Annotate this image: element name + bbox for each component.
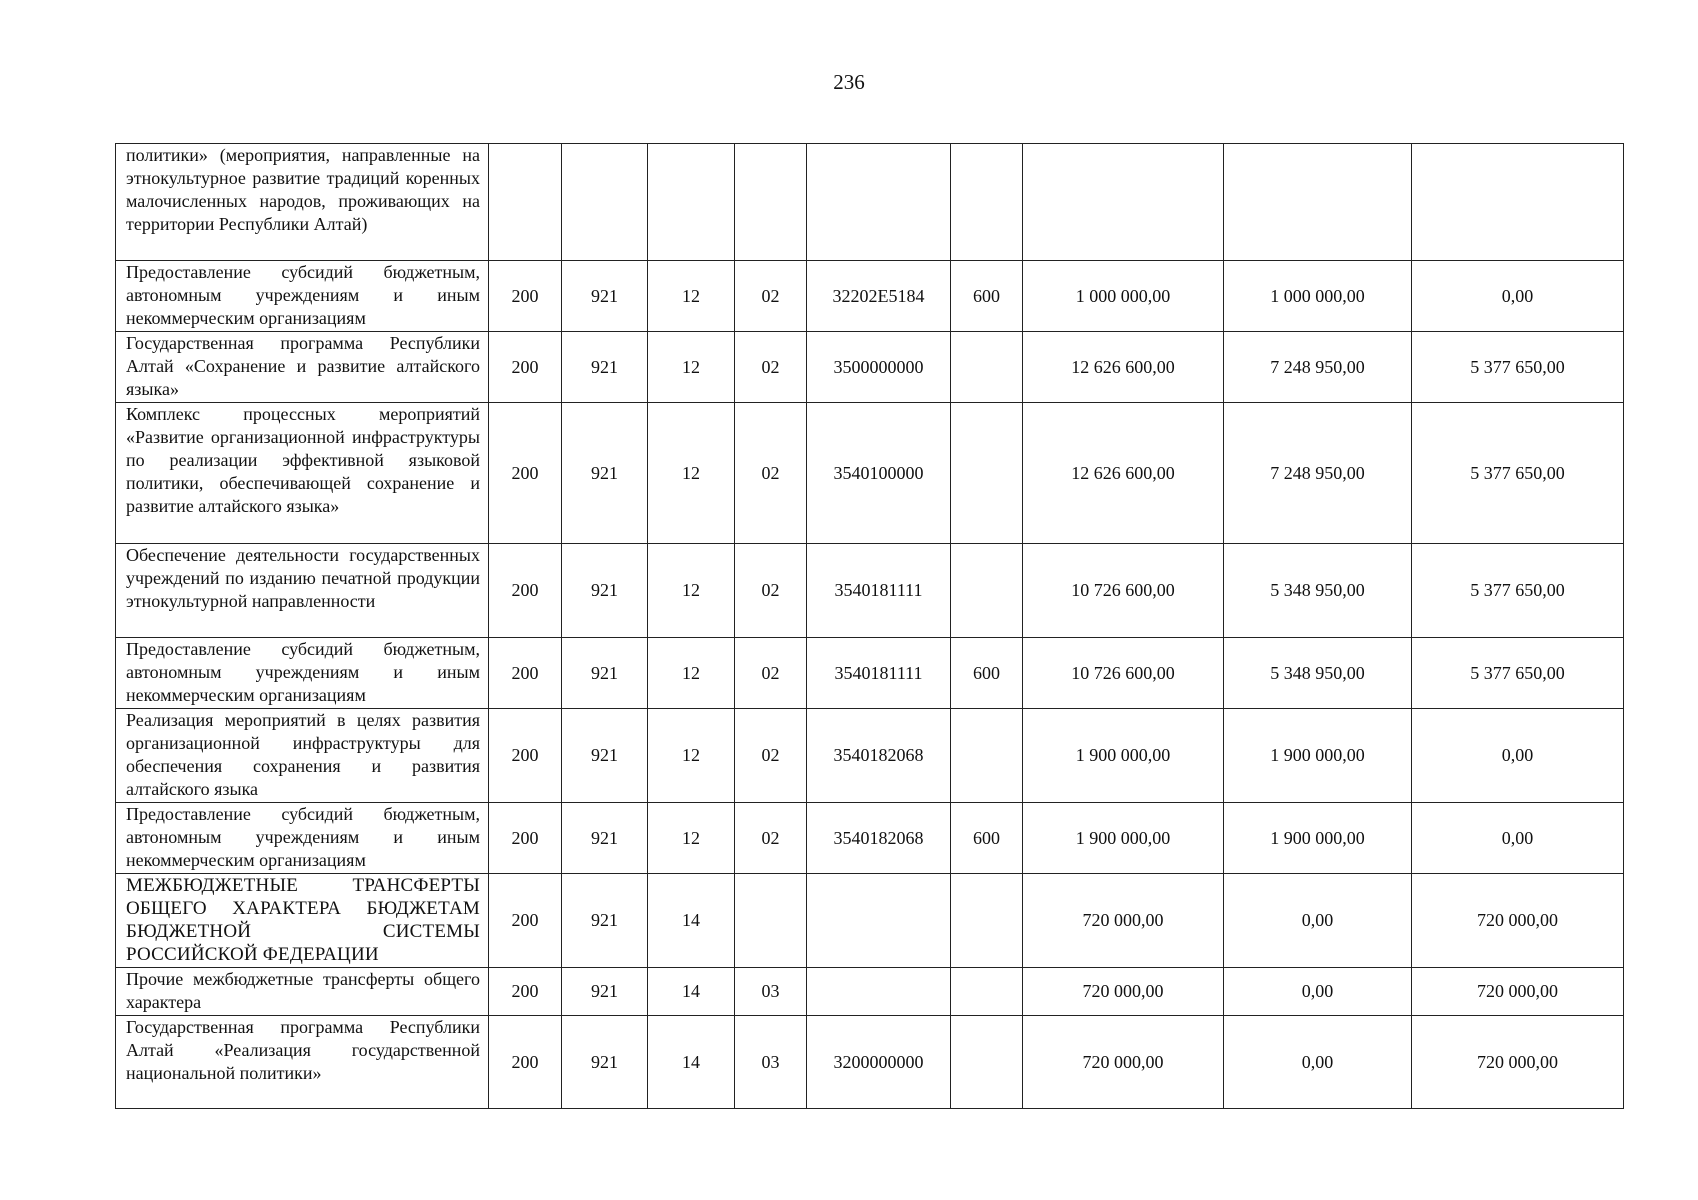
row-name: Реализация мероприятий в целях развития организационной инфраструктуры для обеспечения сохранения и развития алтайского языка (116, 709, 489, 803)
cell-col4 (735, 144, 807, 261)
cell-col6 (951, 332, 1023, 403)
cell-col5: 3200000000 (807, 1016, 951, 1109)
cell-sum3: 0,00 (1412, 261, 1624, 332)
cell-col5: 3500000000 (807, 332, 951, 403)
cell-col2: 921 (562, 1016, 648, 1109)
cell-col2: 921 (562, 261, 648, 332)
cell-col2: 921 (562, 332, 648, 403)
cell-col1: 200 (489, 874, 562, 968)
cell-col3: 14 (648, 874, 735, 968)
cell-col3 (648, 144, 735, 261)
row-name: Прочие межбюджетные трансферты общего характера (116, 968, 489, 1016)
cell-col6: 600 (951, 803, 1023, 874)
cell-col6 (951, 874, 1023, 968)
cell-sum2: 7 248 950,00 (1224, 332, 1412, 403)
cell-col6 (951, 544, 1023, 638)
table-row (116, 874, 1624, 968)
cell-col5: 3540100000 (807, 403, 951, 544)
row-name: Предоставление субсидий бюджетным, автономным учреждениям и иным некоммерческим организациям (116, 803, 489, 874)
cell-col2: 921 (562, 638, 648, 709)
cell-sum3: 5 377 650,00 (1412, 403, 1624, 544)
cell-col1: 200 (489, 403, 562, 544)
cell-col5: 3540181111 (807, 544, 951, 638)
cell-col4: 02 (735, 709, 807, 803)
page-number: 236 (833, 70, 865, 94)
cell-sum1: 1 000 000,00 (1023, 261, 1224, 332)
cell-col2 (562, 144, 648, 261)
cell-col5: 3540182068 (807, 803, 951, 874)
cell-col4: 02 (735, 638, 807, 709)
cell-sum2: 1 900 000,00 (1224, 803, 1412, 874)
cell-sum1: 10 726 600,00 (1023, 638, 1224, 709)
cell-sum1: 720 000,00 (1023, 968, 1224, 1016)
table-row (116, 1016, 1624, 1109)
cell-sum3: 5 377 650,00 (1412, 544, 1624, 638)
cell-col6 (951, 403, 1023, 544)
cell-sum2: 0,00 (1224, 1016, 1412, 1109)
cell-col4: 02 (735, 803, 807, 874)
cell-col3: 12 (648, 638, 735, 709)
cell-col1: 200 (489, 1016, 562, 1109)
cell-sum2: 0,00 (1224, 968, 1412, 1016)
cell-col5: 3540182068 (807, 709, 951, 803)
cell-col5 (807, 874, 951, 968)
cell-sum1: 10 726 600,00 (1023, 544, 1224, 638)
cell-col6 (951, 144, 1023, 261)
cell-col6: 600 (951, 638, 1023, 709)
table-row (116, 544, 1624, 638)
cell-col4: 02 (735, 261, 807, 332)
cell-col3: 14 (648, 968, 735, 1016)
row-name: Комплекс процессных мероприятий «Развитие организационной инфраструктуры по реализации эффективной языковой политики, обеспечивающей сохранение и развитие алтайского языка» (116, 403, 489, 544)
cell-col3: 12 (648, 332, 735, 403)
cell-col5: 3540181111 (807, 638, 951, 709)
cell-col4: 02 (735, 544, 807, 638)
cell-sum2: 5 348 950,00 (1224, 638, 1412, 709)
cell-sum2: 0,00 (1224, 874, 1412, 968)
cell-col1: 200 (489, 638, 562, 709)
cell-sum3 (1412, 144, 1624, 261)
row-name: Государственная программа Республики Алтай «Сохранение и развитие алтайского языка» (116, 332, 489, 403)
cell-col1: 200 (489, 803, 562, 874)
cell-col4: 02 (735, 332, 807, 403)
cell-col6: 600 (951, 261, 1023, 332)
cell-col1: 200 (489, 332, 562, 403)
cell-sum2: 1 900 000,00 (1224, 709, 1412, 803)
cell-sum2 (1224, 144, 1412, 261)
cell-col4: 03 (735, 968, 807, 1016)
table-row (116, 403, 1624, 544)
cell-col5 (807, 968, 951, 1016)
cell-col2: 921 (562, 544, 648, 638)
cell-sum3: 5 377 650,00 (1412, 638, 1624, 709)
table-row (116, 144, 1624, 261)
cell-sum1: 1 900 000,00 (1023, 709, 1224, 803)
cell-sum2: 7 248 950,00 (1224, 403, 1412, 544)
cell-col2: 921 (562, 403, 648, 544)
budget-table (115, 143, 1624, 1109)
cell-col4: 03 (735, 1016, 807, 1109)
cell-col2: 921 (562, 709, 648, 803)
cell-sum3: 720 000,00 (1412, 968, 1624, 1016)
cell-sum1: 720 000,00 (1023, 1016, 1224, 1109)
cell-col3: 12 (648, 803, 735, 874)
table-row (116, 261, 1624, 332)
cell-col1 (489, 144, 562, 261)
cell-col3: 12 (648, 709, 735, 803)
row-name: политики» (мероприятия, направленные на этнокультурное развитие традиций коренных малочисленных народов, проживающих на территории Республики Алтай) (116, 144, 489, 261)
cell-col1: 200 (489, 261, 562, 332)
table-row (116, 803, 1624, 874)
cell-col5 (807, 144, 951, 261)
cell-sum1: 1 900 000,00 (1023, 803, 1224, 874)
cell-col2: 921 (562, 874, 648, 968)
cell-sum2: 1 000 000,00 (1224, 261, 1412, 332)
cell-col6 (951, 968, 1023, 1016)
cell-sum1: 12 626 600,00 (1023, 403, 1224, 544)
cell-col3: 14 (648, 1016, 735, 1109)
cell-sum3: 720 000,00 (1412, 874, 1624, 968)
cell-sum1: 720 000,00 (1023, 874, 1224, 968)
cell-col6 (951, 709, 1023, 803)
cell-sum3: 5 377 650,00 (1412, 332, 1624, 403)
cell-sum3: 0,00 (1412, 709, 1624, 803)
row-name: Государственная программа Республики Алтай «Реализация государственной национальной политики» (116, 1016, 489, 1109)
cell-col2: 921 (562, 968, 648, 1016)
cell-col4: 02 (735, 403, 807, 544)
table-row (116, 332, 1624, 403)
cell-col3: 12 (648, 261, 735, 332)
cell-col5: 32202E5184 (807, 261, 951, 332)
cell-col1: 200 (489, 544, 562, 638)
row-name: Предоставление субсидий бюджетным, автономным учреждениям и иным некоммерческим организациям (116, 638, 489, 709)
cell-col3: 12 (648, 403, 735, 544)
cell-sum2: 5 348 950,00 (1224, 544, 1412, 638)
table-row (116, 968, 1624, 1016)
row-name: Предоставление субсидий бюджетным, автономным учреждениям и иным некоммерческим организациям (116, 261, 489, 332)
cell-col2: 921 (562, 803, 648, 874)
cell-sum3: 720 000,00 (1412, 1016, 1624, 1109)
cell-sum1 (1023, 144, 1224, 261)
table-row (116, 709, 1624, 803)
cell-sum3: 0,00 (1412, 803, 1624, 874)
table-row (116, 638, 1624, 709)
row-name: Обеспечение деятельности государственных учреждений по изданию печатной продукции этнокультурной направленности (116, 544, 489, 638)
cell-sum1: 12 626 600,00 (1023, 332, 1224, 403)
row-name: МЕЖБЮДЖЕТНЫЕ ТРАНСФЕРТЫ ОБЩЕГО ХАРАКТЕРА БЮДЖЕТАМ БЮДЖЕТНОЙ СИСТЕМЫ РОССИЙСКОЙ ФЕДЕРАЦИИ (116, 874, 489, 968)
cell-col3: 12 (648, 544, 735, 638)
cell-col6 (951, 1016, 1023, 1109)
cell-col1: 200 (489, 709, 562, 803)
cell-col1: 200 (489, 968, 562, 1016)
cell-col4 (735, 874, 807, 968)
